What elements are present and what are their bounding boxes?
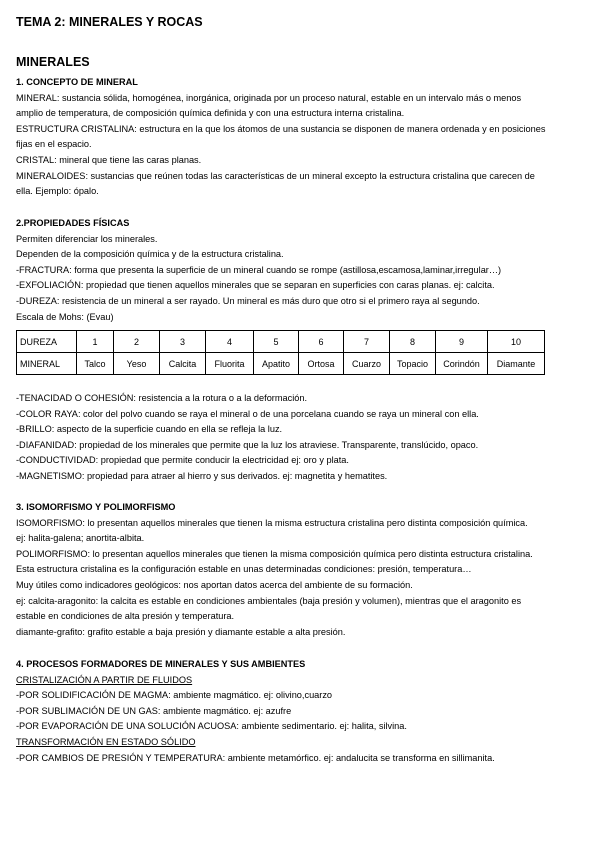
term: -POR CAMBIOS DE PRESIÓN Y TEMPERATURA bbox=[16, 752, 223, 763]
term: -EXFOLIACIÓN bbox=[16, 280, 81, 291]
subsection-title: CRISTALIZACIÓN A PARTIR DE FLUIDOS bbox=[16, 674, 193, 685]
table-cell: Calcita bbox=[160, 353, 206, 375]
term: CRISTAL bbox=[16, 154, 55, 165]
definition: fijas en el espacio. bbox=[16, 139, 92, 150]
definition: : propiedad que permite conducir la electricidad ej: oro y plata. bbox=[95, 455, 349, 466]
section-title: 1. CONCEPTO DE MINERAL bbox=[16, 77, 138, 87]
section-heading-minerales: MINERALES bbox=[16, 55, 90, 69]
text-line: ej: calcita-aragonito: la calcita es estable en condiciones ambientales (baja presión y volumen), mientras que el aragonito es bbox=[16, 595, 522, 606]
term: POLIMORFISMO bbox=[16, 548, 88, 559]
section-propiedades bbox=[16, 216, 584, 325]
term: ESTRUCTURA CRISTALINA bbox=[16, 123, 135, 134]
subsection-title: TRANSFORMACIÓN EN ESTADO SÓLIDO bbox=[16, 736, 196, 747]
definition: : propiedad que tienen aquellos minerales que se separan en superficies con caras planas. ej: calcita. bbox=[80, 280, 495, 291]
text-line: diamante-grafito: grafito estable a baja presión y diamante estable a alta presión. bbox=[16, 626, 346, 637]
intro-line: Permiten diferenciar los minerales. bbox=[16, 233, 158, 244]
definition: : color del polvo cuando se raya el mineral o de una porcelana cuando se raya un mineral con ella. bbox=[77, 408, 479, 419]
text-line: estable en condiciones de alta presión y temperatura. bbox=[16, 611, 235, 622]
mohs-scale-label: Escala de Mohs: (Evau) bbox=[16, 311, 114, 322]
term: -POR SOLIDIFICACIÓN DE MAGMA bbox=[16, 690, 169, 701]
table-cell: 1 bbox=[77, 331, 114, 353]
definition: : resistencia a la rotura o a la deformación. bbox=[133, 393, 308, 403]
table-cell: 9 bbox=[436, 331, 488, 353]
table-cell: Ortosa bbox=[299, 353, 344, 375]
section-title: 4. PROCESOS FORMADORES DE MINERALES Y SUS AMBIENTES bbox=[16, 659, 306, 669]
section-title: 2.PROPIEDADES FÍSICAS bbox=[16, 218, 130, 228]
definition: : ambiente magmático. ej: olivino,cuarzo bbox=[168, 690, 333, 701]
table-row-dureza bbox=[17, 331, 545, 353]
definition: : sustancias que reúnen todas las características de un mineral excepto la estructura cristalina que carecen de bbox=[85, 170, 535, 181]
table-cell: Diamante bbox=[488, 353, 545, 375]
term: -DUREZA bbox=[16, 295, 57, 306]
definition: : lo presentan aquellos minerales que tienen la misma estructura cristalina pero distinta composición química. bbox=[82, 517, 528, 528]
intro-line: Dependen de la composición química y de la estructura cristalina. bbox=[16, 249, 284, 260]
table-cell: 8 bbox=[390, 331, 436, 353]
table-cell: 5 bbox=[254, 331, 299, 353]
definition: : ambiente magmático. ej: azufre bbox=[157, 705, 292, 716]
term: -TENACIDAD O COHESIÓN bbox=[16, 393, 134, 403]
table-cell: 4 bbox=[206, 331, 254, 353]
table-cell: Corindón bbox=[436, 353, 488, 375]
row-label: MINERAL bbox=[17, 353, 77, 375]
term: -CONDUCTIVIDAD bbox=[16, 455, 96, 466]
term: -MAGNETISMO bbox=[16, 470, 82, 481]
definition: : forma que presenta la superficie de un mineral cuando se rompe (astillosa,escamosa,laminar,irregular…) bbox=[69, 264, 502, 275]
term: -COLOR RAYA bbox=[16, 408, 78, 419]
term: -POR EVAPORACIÓN DE UNA SOLUCIÓN ACUOSA bbox=[16, 721, 237, 732]
definition: : ambiente sedimentario. ej: halita, silvina. bbox=[236, 721, 407, 732]
table-cell: Talco bbox=[77, 353, 114, 375]
term: -BRILLO bbox=[16, 424, 52, 435]
section-isomorfismo bbox=[16, 500, 584, 640]
section-propiedades-cont bbox=[16, 391, 584, 485]
mohs-table bbox=[16, 330, 545, 375]
definition: : aspecto de la superficie cuando en ella se refleja la luz. bbox=[51, 424, 283, 435]
table-cell: Apatito bbox=[254, 353, 299, 375]
table-cell: Fluorita bbox=[206, 353, 254, 375]
definition: : propiedad de los minerales que permite que la luz los atraviese. Transparente, translúcido, opaco. bbox=[74, 439, 479, 450]
table-cell: 6 bbox=[299, 331, 344, 353]
section-title: 3. ISOMORFISMO Y POLIMORFISMO bbox=[16, 502, 176, 512]
table-cell: Yeso bbox=[114, 353, 160, 375]
definition: ella. Ejemplo: ópalo. bbox=[16, 186, 99, 197]
term: MINERALOIDES bbox=[16, 170, 86, 181]
table-cell: 2 bbox=[114, 331, 160, 353]
table-cell: 10 bbox=[488, 331, 545, 353]
term: ISOMORFISMO bbox=[16, 517, 83, 528]
definition: : sustancia sólida, homogénea, inorgánica, originada por un proceso natural, estable en un intervalo más o menos bbox=[56, 92, 522, 103]
term: -POR SUBLIMACIÓN DE UN GAS bbox=[16, 705, 158, 716]
table-cell: Cuarzo bbox=[344, 353, 390, 375]
text-line: Esta estructura cristalina es la configuración estable en unas determinadas condiciones: presión, temperatura… bbox=[16, 564, 472, 575]
section-procesos bbox=[16, 657, 584, 766]
definition: : estructura en la que los átomos de una sustancia se disponen de manera ordenada y en posiciones bbox=[134, 123, 546, 134]
term: MINERAL bbox=[16, 92, 57, 103]
definition: : lo presentan aquellos minerales que tienen la misma composición química pero distinta estructura cristalina. bbox=[87, 548, 533, 559]
table-cell: Topacio bbox=[390, 353, 436, 375]
text-line: Muy útiles como indicadores geológicos: nos aportan datos acerca del ambiente de su formación. bbox=[16, 579, 413, 590]
definition: : resistencia de un mineral a ser rayado. Un mineral es más duro que otro si el primero raya al segundo. bbox=[56, 295, 480, 306]
term: -DIAFANIDAD bbox=[16, 439, 75, 450]
document-title: TEMA 2: MINERALES Y ROCAS bbox=[16, 15, 203, 29]
definition: : mineral que tiene las caras planas. bbox=[54, 154, 202, 165]
definition: amplio de temperatura, de composición química definida y con una estructura interna cristalina. bbox=[16, 108, 405, 119]
definition: : propiedad para atraer al hierro y sus derivados. ej: magnetita y hematites. bbox=[81, 470, 388, 481]
term: -FRACTURA bbox=[16, 264, 70, 275]
table-cell: 7 bbox=[344, 331, 390, 353]
definition: : ambiente metamórfico. ej: andalucita se transforma en sillimanita. bbox=[222, 752, 495, 763]
example-line: ej: halita-galena; anortita-albita. bbox=[16, 533, 145, 544]
section-concepto bbox=[16, 75, 584, 200]
row-label: DUREZA bbox=[17, 331, 77, 353]
table-row-mineral bbox=[17, 353, 545, 375]
table-cell: 3 bbox=[160, 331, 206, 353]
